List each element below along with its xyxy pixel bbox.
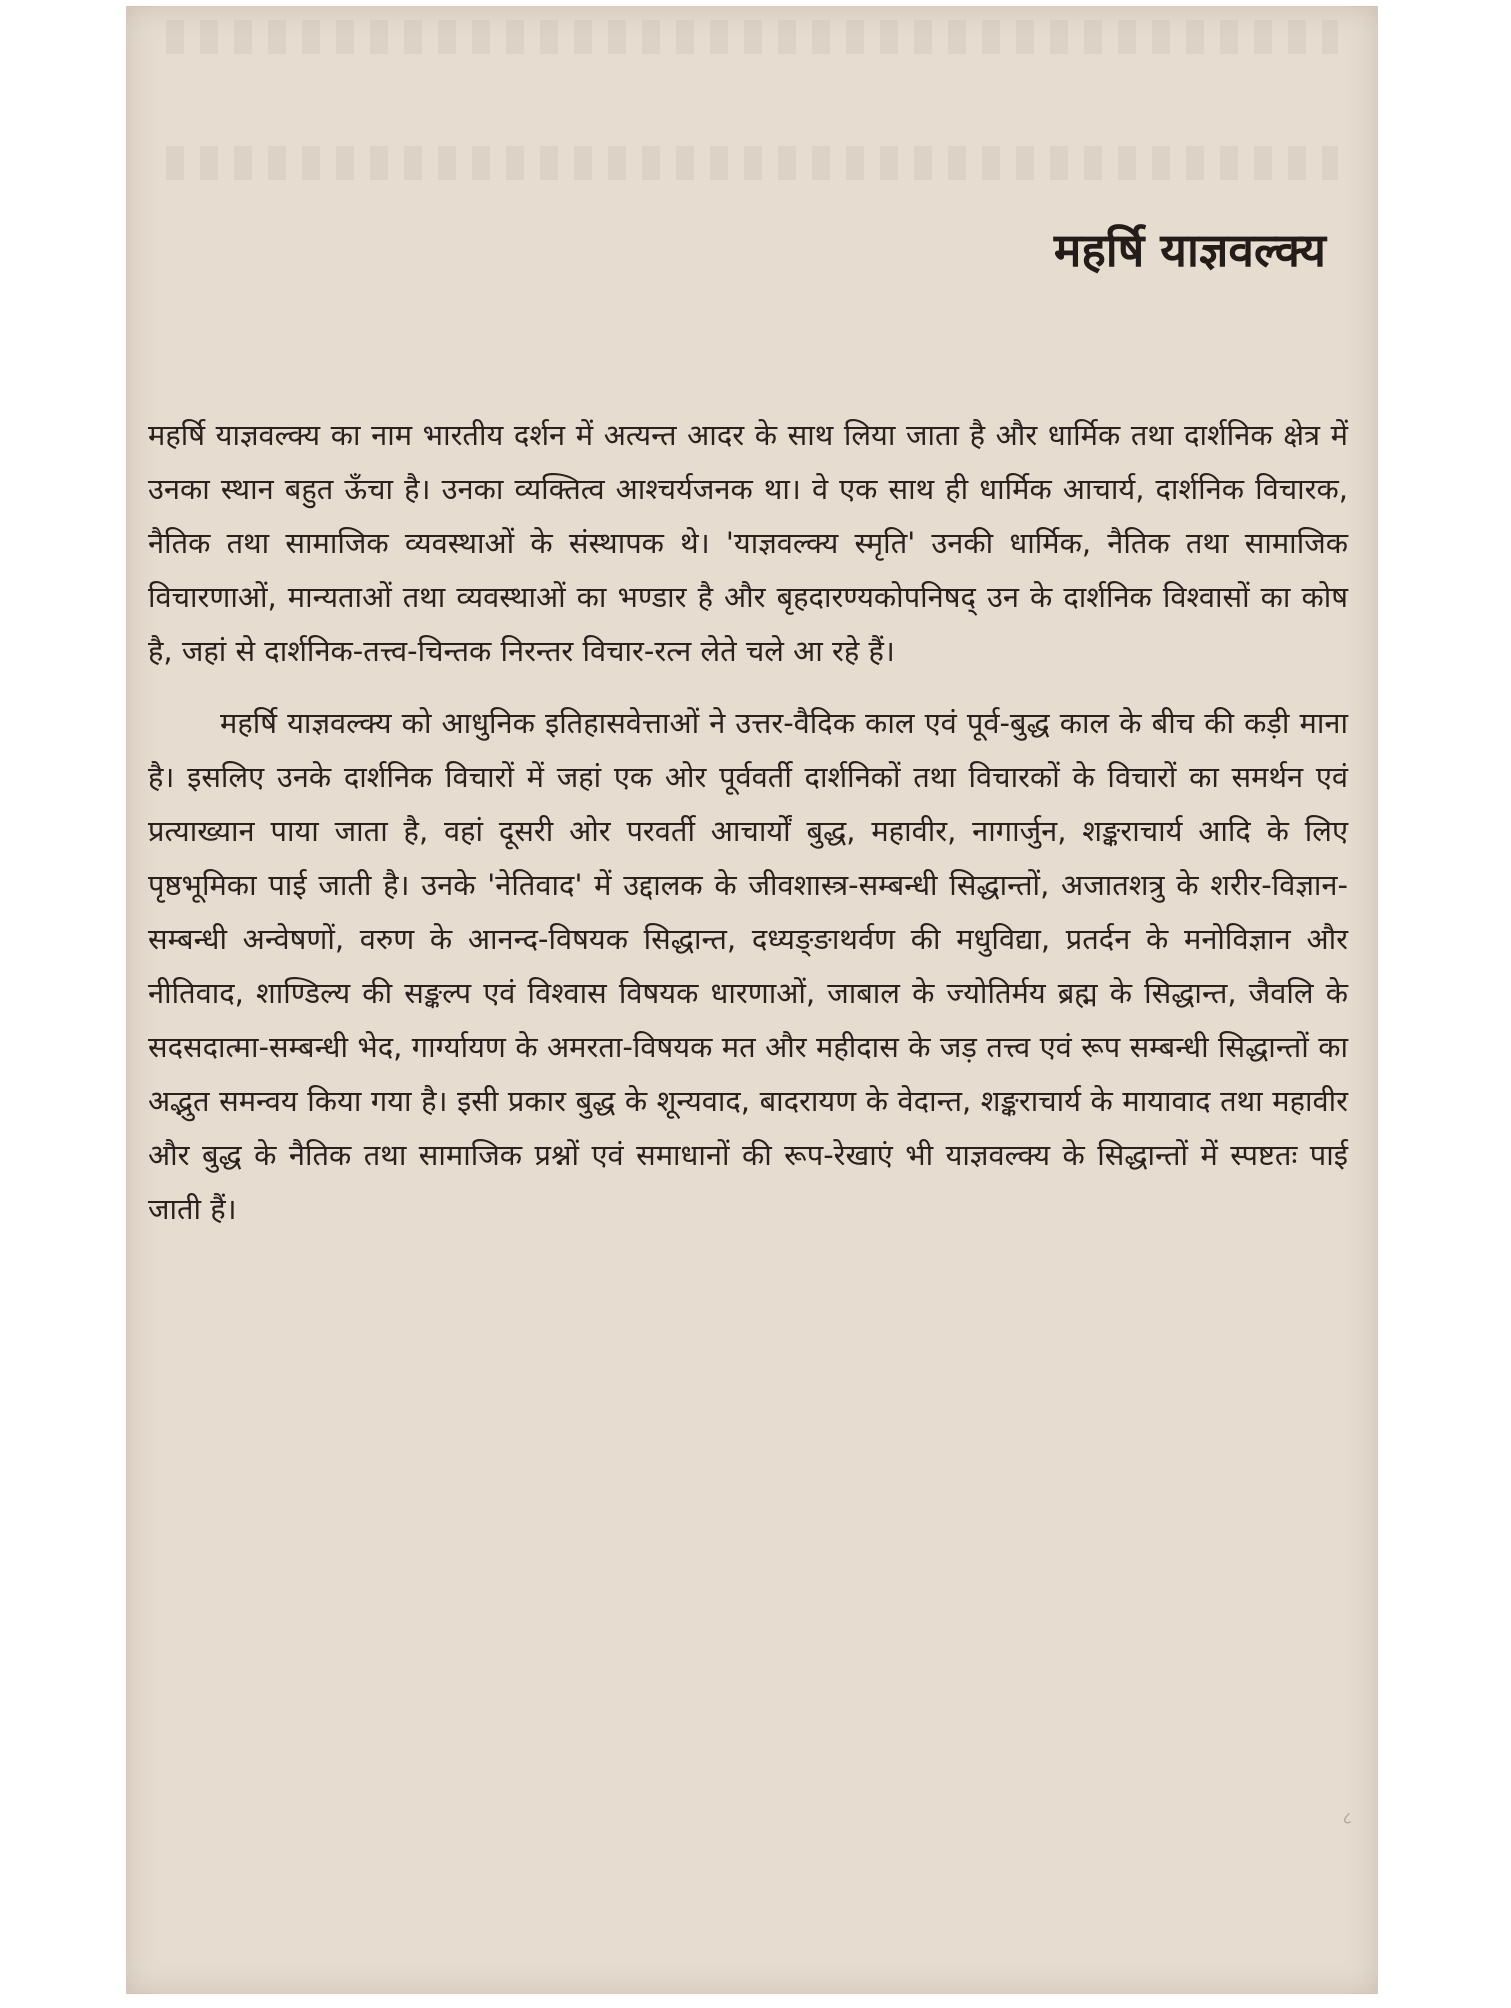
paragraph: महर्षि याज्ञवल्क्य को आधुनिक इतिहासवेत्ताओं ने उत्तर-वैदिक काल एवं पूर्व-बुद्ध काल के बीच की कड़ी माना है। इसलिए उनके दार्शनिक विचारों में जहां एक ओर पूर्ववर्ती दार्शनिकों तथा विचारकों के विचारों का समर्थन एवं प्रत्याख्यान पाया जाता है, वहां दूसरी ओर परवर्ती आचार्यों बुद्ध, महावीर, नागार्जुन, शङ्कराचार्य आदि के लिए पृष्ठभूमिका पाई जाती है। उनके 'नेतिवाद' में उद्दालक के जीवशास्त्र-सम्बन्धी सिद्धान्तों, अजातशत्रु के शरीर-विज्ञान-सम्बन्धी अन्वेषणों, वरुण के आनन्द-विषयक सिद्धान्त, दध्यङ्ङाथर्वण की मधुविद्या, प्रतर्दन के मनोविज्ञान और नीतिवाद, शाण्डिल्य की सङ्कल्प एवं विश्वास विषयक धारणाओं, जाबाल के ज्योतिर्मय ब्रह्म के सिद्धान्त, जैवलि के सदसदात्मा-सम्बन्धी भेद, गार्ग्यायण के अमरता-विषयक मत और महीदास के जड़ तत्त्व एवं रूप सम्बन्धी सिद्धान्तों का अद्भुत समन्वय किया गया है। इसी प्रकार बुद्ध के शून्यवाद, बादरायण के वेदान्त, शङ्कराचार्य के मायावाद तथा महावीर और बुद्ध के नैतिक तथा सामाजिक प्रश्नों एवं समाधानों की रूप-रेखाएं भी याज्ञवल्क्य के सिद्धान्तों में स्पष्टतः पाई जाती हैं। (148, 706, 1348, 1226)
scanned-page (126, 6, 1378, 1994)
page-number: ८ (1342, 1808, 1352, 1829)
show-through-text (166, 146, 1338, 180)
show-through-text (166, 20, 1338, 54)
body-text (148, 408, 1348, 1236)
page-title: महर्षि याज्ञवल्क्य (1053, 223, 1326, 277)
paragraph: महर्षि याज्ञवल्क्य का नाम भारतीय दर्शन में अत्यन्त आदर के साथ लिया जाता है और धार्मिक तथा दार्शनिक क्षेत्र में उनका स्थान बहुत ऊँचा है। उनका व्यक्तित्व आश्चर्यजनक था। वे एक साथ ही धार्मिक आचार्य, दार्शनिक विचारक, नैतिक तथा सामाजिक व्यवस्थाओं के संस्थापक थे। 'याज्ञवल्क्य स्मृति' उनकी धार्मिक, नैतिक तथा सामाजिक विचारणाओं, मान्यताओं तथा व्यवस्थाओं का भण्डार है और बृहदारण्यकोपनिषद् उन के दार्शनिक विश्वासों का कोष है, जहां से दार्शनिक-तत्त्व-चिन्तक निरन्तर विचार-रत्न लेते चले आ रहे हैं। (148, 418, 1348, 668)
